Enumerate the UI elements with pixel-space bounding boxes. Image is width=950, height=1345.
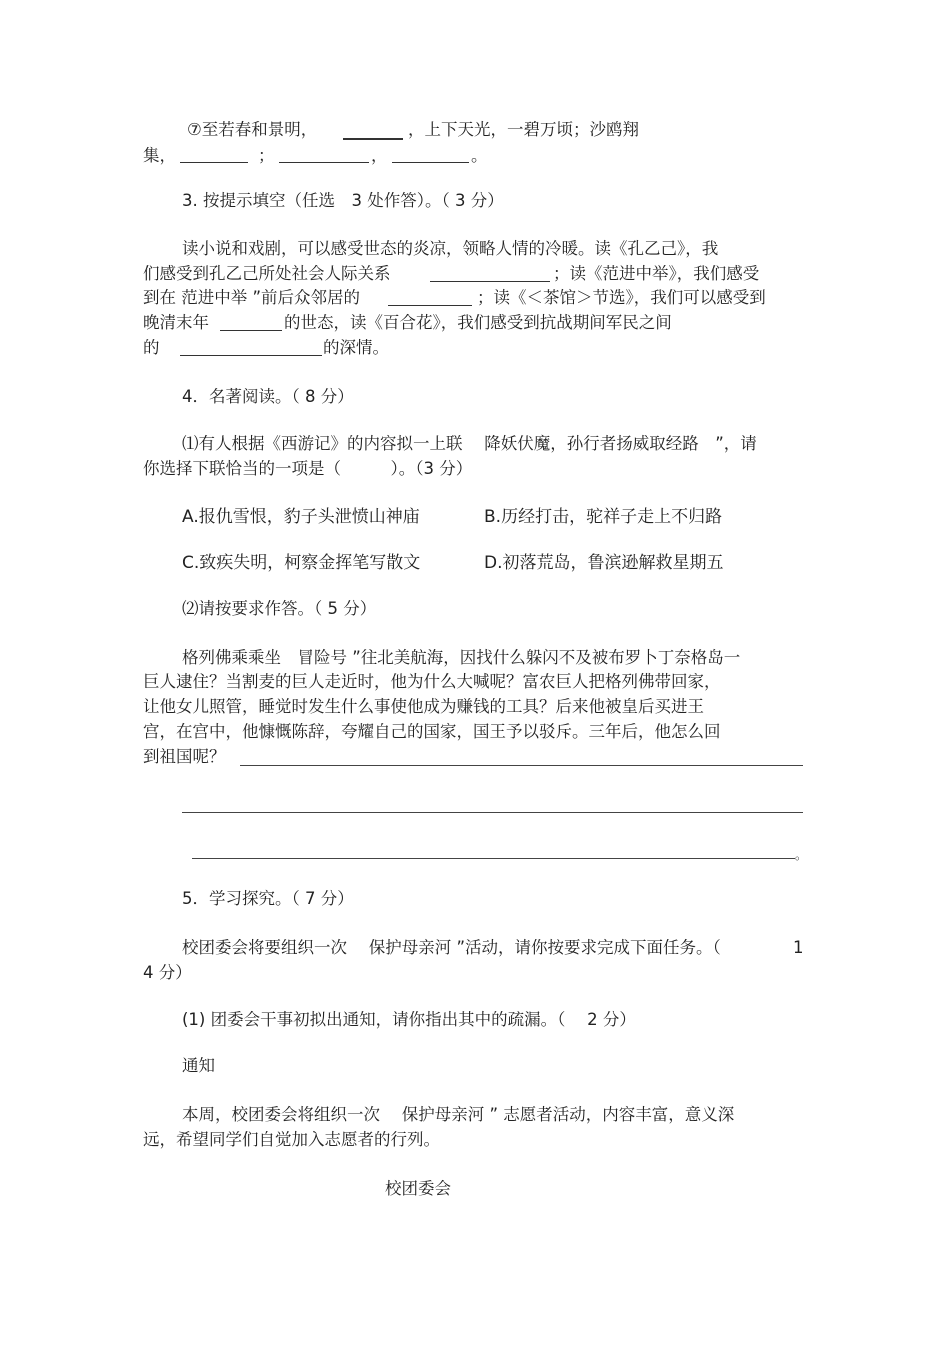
q2-blank-1 [343,138,403,140]
q4-part2-line1: 格列佛乘乘坐 冒险号 ”往北美航海，因找什么躲闪不及被布罗卜丁奈格岛一 [182,648,741,667]
q3-blank-1 [430,281,550,282]
q4-part2-line4: 宫，在宫中，他慷慨陈辞，夸耀自己的国家，国王予以驳斥。三年后，他怎么回 [143,722,721,741]
q3-heading: 3. 按提示填空（任选 3 处作答）。（ 3 分） [182,191,504,210]
notice-line2: 远，希望同学们自觉加入志愿者的行列。 [143,1130,440,1149]
q2-item7-line2-text-a: 集， [143,146,176,165]
q4-part2-line5: 到祖国呢？ [143,747,226,766]
q3-blank-3 [220,330,282,331]
q3-line5-text-a: 的 [143,338,160,357]
q3-blank-2 [388,305,472,306]
q3-line2-text-b: ；读《范进中举》，我们感受 [553,264,760,283]
q4-option-a: A.报仇雪恨，豹子头泄愤山神庙 [182,507,420,527]
q4-part2-line2: 巨人逮住？当割麦的巨人走近时，他为什么大喊呢？富农巨人把格列佛带回家， [143,672,721,691]
q2-blank-4 [392,162,469,163]
q2-item7-line2-text-d: 。 [471,146,488,165]
q2-item7-line2-text-b: ； [258,146,275,165]
q5-sub1: (1) 团委会干事初拟出通知，请你指出其中的疏漏。（ 2 分） [182,1010,636,1029]
q2-blank-2 [180,162,248,163]
q3-line5-text-b: 的深情。 [323,338,389,357]
q4-option-b: B.历经打击，驼祥子走上不归路 [484,507,723,527]
q5-intro-line2: 4 分） [143,963,192,982]
q3-line4-text-b: 的世态，读《百合花》，我们感受到抗战期间军民之间 [284,313,672,332]
q5-heading: 5．学习探究。（ 7 分） [182,889,354,908]
answer-line-2 [182,812,803,813]
notice-title: 通知 [182,1056,215,1075]
q3-line1: 读小说和戏剧，可以感受世态的炎凉，领略人情的冷暖。读《孔乙己》，我 [182,239,719,258]
answer-line-1 [240,765,803,766]
q2-blank-3 [279,162,369,163]
q4-part1-line2: 你选择下联恰当的一项是（ ）。（3 分） [143,459,473,478]
q4-option-c: C.致疾失明，柯察金挥笔写散文 [182,553,421,573]
q5-intro-line1-end: 1 [793,938,804,957]
q2-item7-line2-text-c: ， [371,146,388,165]
q3-line2-text-a: 们感受到孔乙己所处社会人际关系 [143,264,391,283]
answer-end-mark: 。 [795,848,808,862]
q3-line3-text-b: ；读《＜茶馆＞节选》，我们可以感受到 [477,288,766,307]
q4-part2-line3: 让他女儿照管，睡觉时发生什么事使他成为赚钱的工具？后来他被皇后买进王 [143,697,704,716]
q2-item7-line1-text-b: ，上下天光，一碧万顷；沙鸥翔 [408,120,639,139]
answer-line-3 [192,858,795,859]
q4-heading: 4．名著阅读。（ 8 分） [182,387,354,406]
q3-line3-text-a: 到在 范进中举 ”前后众邻居的 [143,288,361,307]
q4-part1-line1: ⑴有人根据《西游记》的内容拟一上联 降妖伏魔，孙行者扬威取经路 ”，请 [182,434,757,453]
notice-line1: 本周，校团委会将组织一次 保护母亲河 ” 志愿者活动，内容丰富，意义深 [182,1105,735,1124]
notice-signature: 校团委会 [385,1179,451,1198]
q3-line4-text-a: 晚清末年 [143,313,209,332]
q2-item7-line1-text-a: ⑦至若春和景明， [187,120,318,139]
q3-blank-4 [180,355,322,356]
q5-intro-line1: 校团委会将要组织一次 保护母亲河 ”活动，请你按要求完成下面任务。（ [182,938,721,957]
q4-part2-heading: ⑵请按要求作答。（ 5 分） [182,599,377,618]
q4-option-d: D.初落荒岛，鲁滨逊解救星期五 [484,553,724,573]
